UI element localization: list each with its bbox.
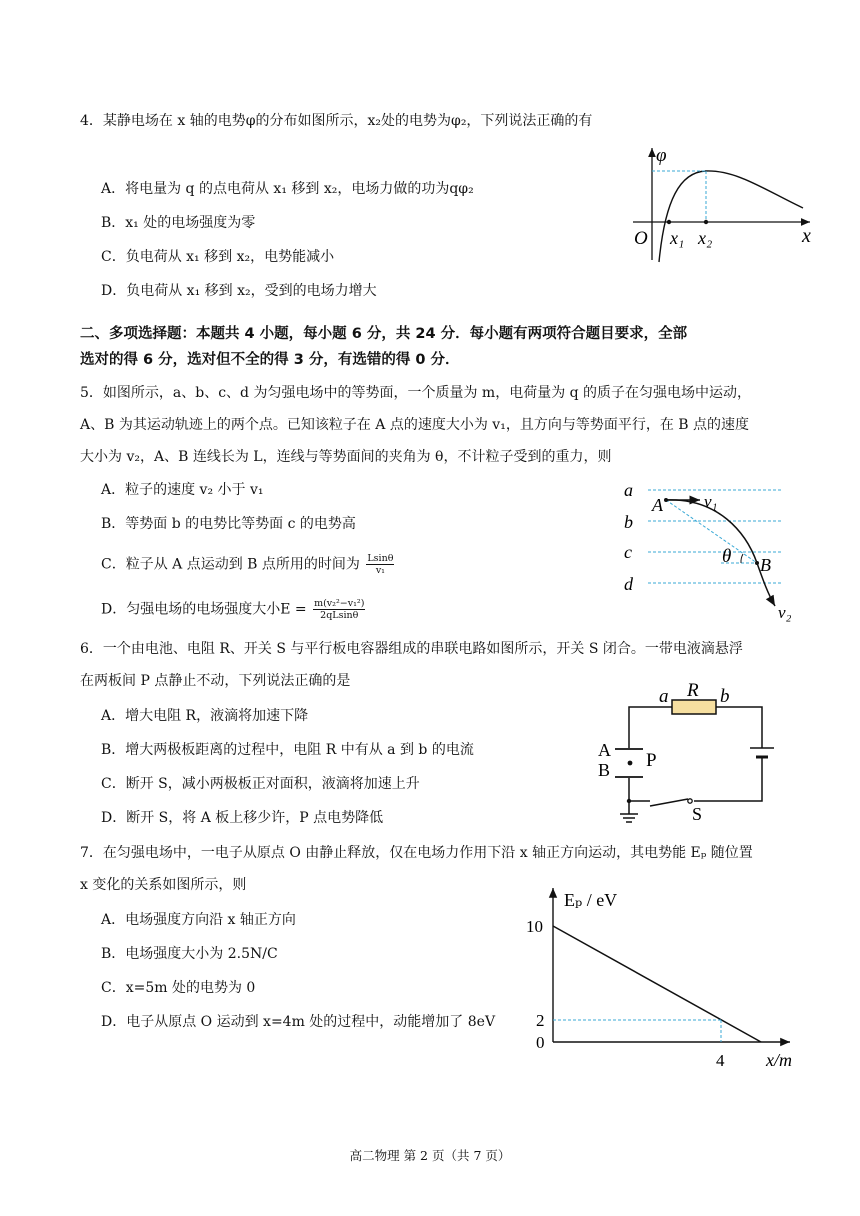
q5-point-a [664, 498, 668, 502]
q6-droplet-p [628, 761, 633, 766]
q5-option-d-fraction [313, 598, 365, 621]
q5-label-v1: v₁ [704, 492, 718, 511]
section2-heading-line2: 选对的得 6 分，选对但不全的得 3 分，有选错的得 0 分． [80, 352, 460, 368]
q6-label-p: P [646, 750, 657, 771]
q5-trajectory [666, 500, 775, 606]
q5-option-b: B．等势面 b 的电势比等势面 c 的电势高 [101, 516, 356, 532]
q5-option-d-numerator: m(v₂²−v₁²) [314, 598, 365, 609]
q4-option-a: A．将电量为 q 的点电荷从 x₁ 移到 x₂，电场力做的功为qφ₂ [101, 181, 474, 197]
q4-x2-point [704, 220, 708, 224]
q6-label-b: b [720, 686, 730, 707]
q5-stem-line2: A、B 为其运动轨迹上的两个点。已知该粒子在 A 点的速度大小为 v₁，且方向与等势面平行，在 B 点的速度 [80, 417, 750, 433]
q6-label-plate-b: B [598, 760, 611, 780]
q6-switch-contact [688, 799, 692, 803]
q4-stem: 4．某静电场在 x 轴的电势φ的分布如图所示，x₂处的电势为φ₂，下列说法正确的有 [80, 113, 593, 129]
q4-x-label: x [802, 225, 811, 247]
q6-resistor-r [672, 700, 716, 714]
q4-x1-point [667, 220, 671, 224]
q7-graph-figure [520, 882, 820, 1077]
q5-label-d: d [624, 574, 633, 594]
q5-point-b [755, 561, 759, 565]
q4-x2-label: x₂ [698, 228, 713, 248]
q7-option-a: A．电场强度方向沿 x 轴正方向 [101, 912, 296, 928]
section2-heading-line1: 二、多项选择题：本题共 4 小题，每小题 6 分，共 24 分．每小题有两项符合题目要求，全部 [80, 326, 688, 342]
q6-option-c: C．断开 S，减小两极板正对面积，液滴将加速上升 [101, 776, 420, 792]
q5-option-c-denominator: v₁ [375, 565, 385, 576]
q4-potential-figure [625, 140, 820, 265]
q6-circuit-figure [590, 678, 790, 828]
q5-label-v2: v₂ [778, 603, 792, 622]
q7-stem-line2: x 变化的关系如图所示，则 [80, 877, 247, 893]
q6-stem-line2: 在两板间 P 点静止不动，下列说法正确的是 [80, 673, 351, 689]
q5-label-point-a: A [652, 495, 663, 515]
q7-option-c: C．x=5m 处的电势为 0 [101, 980, 256, 996]
q5-stem-line1: 5．如图所示，a、b、c、d 为匀强电场中的等势面，一个质量为 m，电荷量为 q 的质子在匀强电场中运动， [80, 385, 752, 401]
q5-option-c-fraction [366, 553, 394, 576]
q5-stem-line3: 大小为 v₂，A、B 连线长为 L，连线与等势面间的夹角为 θ，不计粒子受到的重力，则 [80, 449, 612, 465]
q5-label-a: a [624, 480, 633, 500]
q7-x-label: x/m [766, 1050, 792, 1070]
q7-stem-line1: 7．在匀强电场中，一电子从原点 O 由静止释放，仅在电场力作用下沿 x 轴正方向运动，其电势能 Eₚ 随位置 [80, 845, 753, 861]
q6-label-a: a [659, 686, 669, 707]
q6-wire-bottom-left2 [629, 778, 650, 801]
q4-x1-label: x₁ [670, 228, 685, 248]
q7-y-tick-10: 10 [526, 917, 543, 936]
q5-option-c-text: C．粒子从 A 点运动到 B 点所用的时间为 [101, 556, 360, 573]
q6-option-a: A．增大电阻 R，液滴将加速下降 [101, 708, 309, 724]
q6-switch-lever [650, 799, 688, 806]
q7-x-tick-4: 4 [716, 1051, 725, 1070]
q5-label-c: c [624, 542, 632, 562]
q7-y-tick-0: 0 [536, 1033, 545, 1052]
q7-ep-line [553, 926, 761, 1042]
q6-option-d: D．断开 S，将 A 板上移少许，P 点电势降低 [101, 810, 384, 826]
q5-option-c-numerator: Lsinθ [367, 553, 394, 564]
q6-wire-right-bottom [694, 757, 762, 801]
q6-option-b: B．增大两极板距离的过程中，电阻 R 中有从 a 到 b 的电流 [101, 742, 474, 758]
page-footer: 高二物理 第 2 页（共 7 页） [349, 1148, 511, 1163]
q4-option-d: D．负电荷从 x₁ 移到 x₂，受到的电场力增大 [101, 283, 377, 299]
q6-label-r: R [687, 680, 699, 701]
q5-option-d [101, 598, 365, 621]
q4-y-label: φ [656, 145, 667, 166]
q7-option-d: D．电子从原点 O 运动到 x=4m 处的过程中，动能增加了 8eV [101, 1014, 496, 1030]
q5-equipotential-figure [618, 480, 828, 620]
q5-option-a: A．粒子的速度 v₂ 小于 v₁ [101, 482, 264, 498]
q4-option-c: C．负电荷从 x₁ 移到 x₂，电势能减小 [101, 249, 335, 265]
q6-wire-top-left [629, 707, 672, 748]
q7-y-label: Eₚ / eV [564, 890, 618, 910]
q5-option-d-text: D．匀强电场的电场强度大小E = [101, 601, 307, 618]
q6-stem-line1: 6．一个由电池、电阻 R、开关 S 与平行板电容器组成的串联电路如图所示，开关 S 闭合。一带电液滴悬浮 [80, 641, 743, 657]
q7-option-b: B．电场强度大小为 2.5N/C [101, 946, 278, 962]
q5-label-theta: θ [722, 546, 732, 567]
q7-y-tick-2: 2 [536, 1011, 545, 1030]
q5-label-b: b [624, 512, 633, 532]
q4-potential-curve [659, 171, 803, 262]
q6-wire-top-right [716, 707, 762, 748]
q5-option-d-denominator: 2qLsinθ [320, 610, 359, 621]
q4-origin-label: O [634, 228, 648, 249]
q5-option-c [101, 553, 394, 576]
q6-label-plate-a: A [598, 740, 611, 760]
q4-option-b: B．x₁ 处的电场强度为零 [101, 215, 256, 231]
q6-label-s: S [692, 804, 703, 824]
q5-angle-arc [741, 554, 743, 563]
q5-label-point-b: B [760, 555, 771, 575]
